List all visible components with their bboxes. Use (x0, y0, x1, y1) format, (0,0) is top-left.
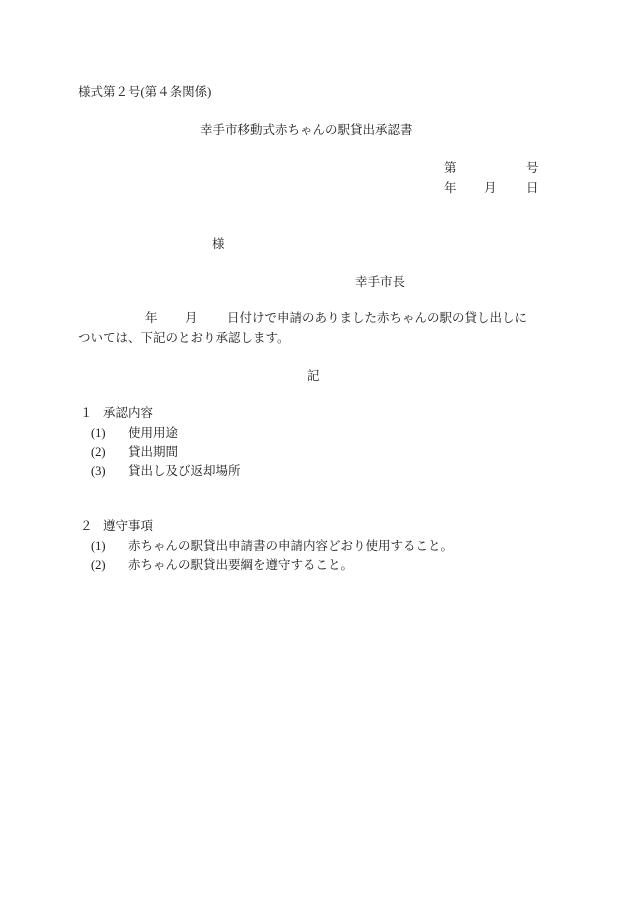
item-number: (1) (91, 426, 106, 440)
section-number: ２ (80, 519, 93, 533)
issue-date-year: 年 (444, 181, 457, 195)
section-number: １ (80, 406, 93, 420)
section-title: 承認内容 (103, 406, 154, 420)
addressee-suffix: 様 (212, 237, 225, 251)
item-text: 貸出期間 (128, 445, 179, 459)
body-month: 月 (185, 311, 198, 325)
issue-date-month: 月 (484, 181, 497, 195)
number-prefix: 第 (444, 161, 457, 175)
list-item (91, 463, 241, 482)
section-approval-content (80, 405, 241, 482)
body-line2: ついては、下記のとおり承認します。 (78, 331, 290, 345)
document-title: 幸手市移動式赤ちゃんの駅貸出承認書 (200, 123, 413, 137)
body-year: 年 (145, 311, 158, 325)
body-line1: 日付けで申請のありました赤ちゃんの駅の貸し出しに (227, 311, 528, 325)
item-text: 赤ちゃんの駅貸出要綱を遵守すること。 (128, 558, 354, 572)
item-number: (2) (91, 445, 106, 459)
number-suffix: 号 (526, 161, 539, 175)
item-text: 貸出し及び返却場所 (128, 464, 241, 478)
section-compliance (80, 518, 453, 576)
list-item (91, 557, 453, 576)
item-number: (1) (91, 539, 106, 553)
item-text: 赤ちゃんの駅貸出申請書の申請内容どおり使用すること。 (128, 539, 454, 553)
list-item (91, 425, 241, 444)
item-text: 使用用途 (128, 426, 179, 440)
form-label: 様式第２号(第４条関係) (78, 85, 212, 99)
issuer-name: 幸手市長 (355, 275, 406, 289)
list-item (91, 444, 241, 463)
item-number: (3) (91, 464, 106, 478)
item-number: (2) (91, 558, 106, 572)
issue-date-day: 日 (526, 181, 539, 195)
section-title: 遵守事項 (103, 519, 154, 533)
list-item (91, 538, 453, 557)
ki-marker: 記 (307, 369, 320, 383)
